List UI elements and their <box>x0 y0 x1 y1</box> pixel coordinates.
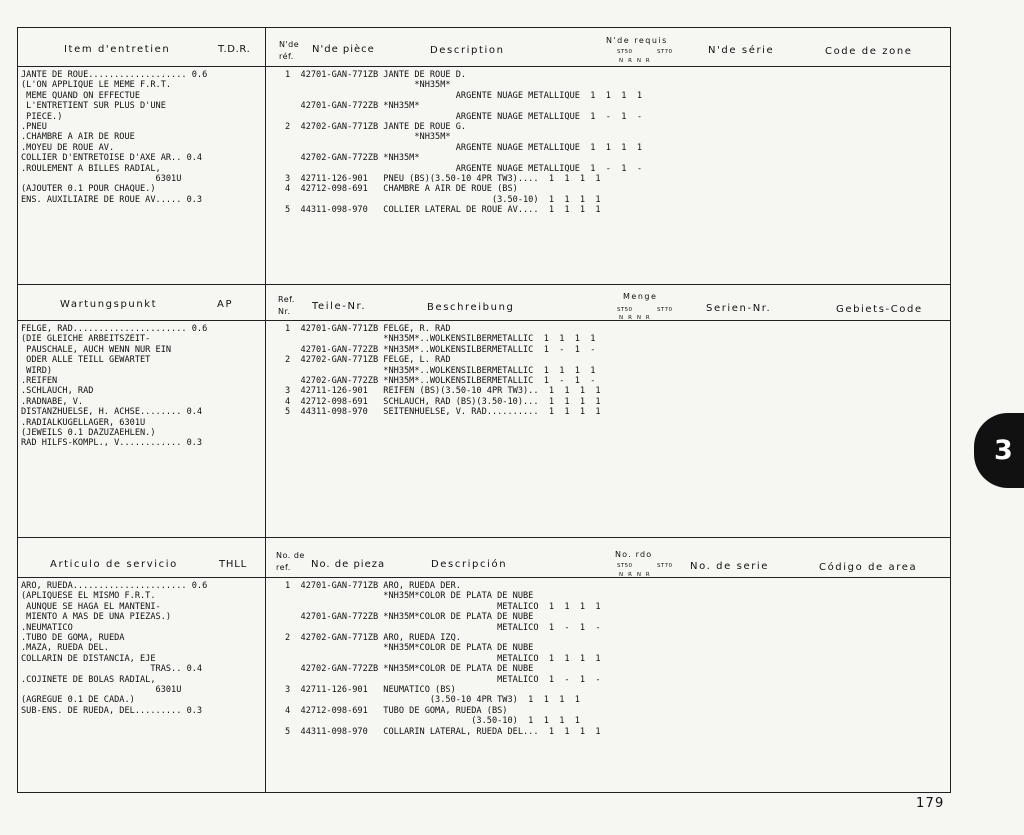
header-serial: No. de serie <box>690 561 770 572</box>
section-tab <box>974 413 1024 488</box>
header-qty-st70: ST70 <box>657 307 673 313</box>
maintenance-items: FELGE, RAD...................... 0.6 (DIE GLEICHE ARBEITSZEIT- PAUSCHALE, AUCH WENN NUR EIN ODER ALLE TEILL GEWARTET WIRD) .REIFEN .SCHLAUCH, RAD .RADNABE, V. DISTANZHUELSE, H. ACHSE........ 0.4 .RADIALKUGELLAGER, 6301U (JEWEILS 0.1 DAZUZAEHLEN.) RAD HILFS-KOMPL., V............ 0.3 <box>21 324 208 449</box>
parts-list: 1 42701-GAN-771ZB ARO, RUEDA DER. *NH35M*COLOR DE PLATA DE NUBE METALICO 1 1 1 1 42701-GAN-772ZB *NH35M*COLOR DE PLATA DE NUBE METALICO 1 - 1 - 2 42702-GAN-771ZB ARO, RUEDA IZQ. *NH35M*COLOR DE PLATA DE NUBE METALICO 1 1 1 1 42702-GAN-772ZB *NH35M*COLOR DE PLATA DE NUBE METALICO 1 - 1 - 3 42711-126-901 NEUMATICO (BS) (3.50-10 4PR TW3) 1 1 1 1 4 42712-098-691 TUBO DE GOMA, RUEDA (BS) (3.50-10) 1 1 1 1 5 44311-098-970 COLLARIN LATERAL, RUEDA DEL... 1 1 1 1 <box>285 581 601 737</box>
page-number: 179 <box>916 796 945 811</box>
header-qty: Menge <box>623 292 658 301</box>
header-qty-st70: ST70 <box>657 563 673 569</box>
header-part-no: N'de pièce <box>312 44 375 55</box>
header-zone: Code de zone <box>825 46 913 57</box>
maintenance-items: JANTE DE ROUE................... 0.6 (L'ON APPLIQUE LE MEME F.R.T. MEME QUAND ON EFFECTUE L'ENTRETIENT SUR PLUS D'UNE PIECE.) .PNEU .CHAMBRE A AIR DE ROUE .MOYEU DE ROUE AV. COLLIER D'ENTRETOISE D'AXE AR.. 0.4 .ROULEMENT A BILLES RADIAL, 6301U (AJOUTER 0.1 POUR CHAQUE.) ENS. AUXILIAIRE DE ROUE AV..... 0.3 <box>21 70 208 205</box>
header-qty-st50: ST50 <box>617 49 633 55</box>
header-ref-no-2: ref. <box>276 563 291 572</box>
section-divider <box>17 284 951 285</box>
header-ref-no: Ref. <box>278 295 295 304</box>
header-ref-no-2: réf. <box>279 52 294 61</box>
header-description: Beschreibung <box>427 302 515 313</box>
header-time: T.D.R. <box>218 44 251 55</box>
header-qty-st70: ST70 <box>657 49 673 55</box>
header-description: Description <box>430 45 505 56</box>
header-rule <box>17 320 951 321</box>
header-item: Wartungspunkt <box>60 299 158 310</box>
header-qty: No. rdo <box>615 550 653 559</box>
header-rule <box>17 66 951 67</box>
header-ref-no: N'de <box>279 40 300 49</box>
header-serial: N'de série <box>708 45 775 56</box>
parts-list: 1 42701-GAN-771ZB FELGE, R. RAD *NH35M*..WOLKENSILBERMETALLIC 1 1 1 1 42701-GAN-772ZB *NH35M*..WOLKENSILBERMETALLIC 1 - 1 - 2 42702-GAN-771ZB FELGE, L. RAD *NH35M*..WOLKENSILBERMETALLIC 1 1 1 1 42702-GAN-772ZB *NH35M*..WOLKENSILBERMETALLIC 1 - 1 - 3 42711-126-901 REIFEN (BS)(3.50-10 4PR TW3).. 1 1 1 1 4 42712-098-691 SCHLAUCH, RAD (BS)(3.50-10)... 1 1 1 1 5 44311-098-970 SEITENHUELSE, V. RAD.......... 1 1 1 1 <box>285 324 601 418</box>
header-qty-st50: ST50 <box>617 563 633 569</box>
header-item: Articulo de servicio <box>50 559 178 570</box>
header-description: Descripción <box>431 559 508 570</box>
header-item: Item d'entretien <box>64 44 171 55</box>
header-qty-nr: N R N R <box>619 572 652 578</box>
header-zone: Código de area <box>819 562 918 573</box>
header-rule <box>17 577 951 578</box>
section-divider <box>17 537 951 538</box>
header-qty: N'de requis <box>606 36 668 45</box>
header-time: THLL <box>219 559 247 570</box>
column-divider <box>265 27 266 793</box>
header-part-no: No. de pieza <box>311 559 386 570</box>
header-ref-no-2: Nr. <box>278 307 291 316</box>
header-zone: Gebiets-Code <box>836 304 923 315</box>
header-time: AP <box>217 299 234 310</box>
header-ref-no: No. de <box>276 551 305 560</box>
maintenance-items: ARO, RUEDA...................... 0.6 (APLIQUESE EL MISMO F.R.T. AUNQUE SE HAGA EL MANTENI- MIENTO A MAS DE UNA PIEZAS.) .NEUMATICO .TUBO DE GOMA, RUEDA .MAZA, RUEDA DEL. COLLARIN DE DISTANCIA, EJE TRAS.. 0.4 .COJINETE DE BOLAS RADIAL, 6301U (AGREGUE 0.1 DE CADA.) SUB-ENS. DE RUEDA, DEL......... 0.3 <box>21 581 208 716</box>
header-qty-st50: ST50 <box>617 307 633 313</box>
parts-list: 1 42701-GAN-771ZB JANTE DE ROUE D. *NH35M* ARGENTE NUAGE METALLIQUE 1 1 1 1 42701-GAN-772ZB *NH35M* ARGENTE NUAGE METALLIQUE 1 - 1 - 2 42702-GAN-771ZB JANTE DE ROUE G. *NH35M* ARGENTE NUAGE METALLIQUE 1 1 1 1 42702-GAN-772ZB *NH35M* ARGENTE NUAGE METALLIQUE 1 - 1 - 3 42711-126-901 PNEU (BS)(3.50-10 4PR TW3).... 1 1 1 1 4 42712-098-691 CHAMBRE A AIR DE ROUE (BS) (3.50-10) 1 1 1 1 5 44311-098-970 COLLIER LATERAL DE ROUE AV.... 1 1 1 1 <box>285 70 642 216</box>
section-tab-number: 3 <box>994 435 1013 466</box>
header-serial: Serien-Nr. <box>706 303 772 314</box>
header-part-no: Teile-Nr. <box>312 301 367 312</box>
header-qty-nr: N R N R <box>619 315 652 321</box>
header-qty-nr: N R N R <box>619 58 652 64</box>
